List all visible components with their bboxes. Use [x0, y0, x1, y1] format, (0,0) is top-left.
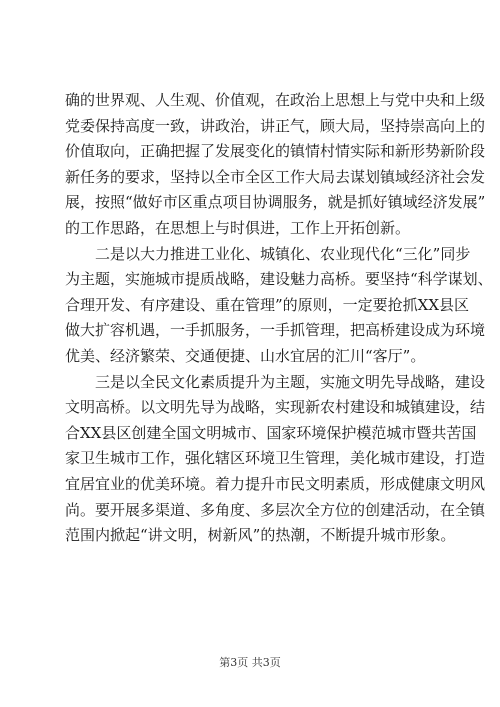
text-line: 党委保持高度一致，讲政治，讲正气，顾大局，坚持崇高向上的 — [65, 116, 486, 135]
text-line: 合理开发、有序建设、重在管理”的原则，一定要抢抓XX县区 — [65, 295, 470, 314]
paragraph-start-line: 三是以全民文化素质提升为主题，实施文明先导战略，建设 — [95, 372, 486, 391]
text-line: 确的世界观、人生观、价值观，在政治上思想上与党中央和上级 — [65, 91, 486, 109]
text-line: 家卫生城市工作，强化辖区环境卫生管理，美化城市建设，打造 — [65, 449, 486, 468]
paragraph-start-line: 二是以大力推进工业化、城镇化、农业现代化“三化”同步 — [95, 244, 471, 263]
text-line: 范围内掀起“讲文明，树新风”的热潮，不断提升城市形象。 — [65, 526, 456, 545]
text-line: 宜居宜业的优美环境。着力提升市民文明素质，形成健康文明风 — [65, 474, 486, 493]
text-line: 合XX县区创建全国文明城市、国家环境保护模范城市暨共苦国 — [65, 423, 477, 442]
page-number-footer: 第3页 共3页 — [219, 656, 281, 669]
document-body — [65, 88, 493, 549]
text-line: 为主题，实施城市提质战略，建设魅力高桥。要坚持“科学谋划、 — [65, 270, 493, 289]
text-line: 做大扩容机遇，一手抓服务，一手抓管理，把高桥建设成为环境 — [65, 321, 486, 340]
text-line: 尚。要开展多渠道、多角度、多层次全方位的创建活动，在全镇 — [65, 500, 486, 519]
text-line: 优美、经济繁荣、交通便捷、山水宜居的汇川“客厅”。 — [65, 346, 426, 365]
text-line: 新任务的要求，坚持以全市全区工作大局去谋划镇域经济社会发 — [65, 167, 486, 186]
text-line: 的工作思路，在思想上与时俱进，工作上开拓创新。 — [65, 218, 411, 237]
text-line: 价值取向，正确把握了发展变化的镇情村情实际和新形势新阶段 — [65, 142, 486, 161]
text-line: 展，按照“做好市区重点项目协调服务，就是抓好镇域经济发展” — [65, 193, 486, 212]
text-line: 文明高桥。以文明先导为战略，实现新农村建设和城镇建设，结 — [65, 398, 486, 417]
